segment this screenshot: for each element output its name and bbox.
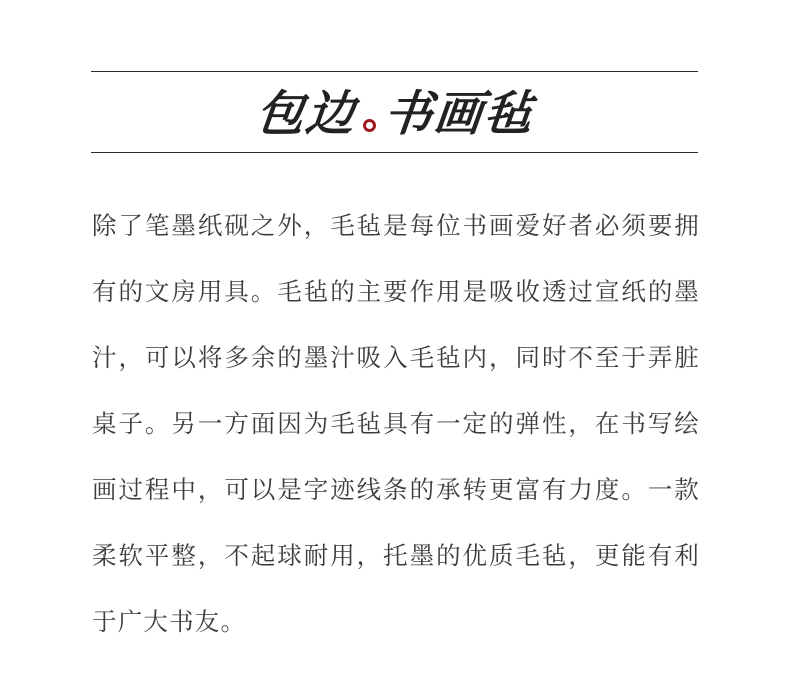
title-bottom-divider — [91, 152, 698, 153]
title-left-text: 包边 — [253, 86, 360, 142]
page-title — [0, 84, 790, 144]
title-right-text: 书画毡 — [380, 86, 537, 142]
description-paragraph: 除了笔墨纸砚之外，毛毡是每位书画爱好者必须要拥有的文房用具。毛毡的主要作用是吸收透过宣纸的墨汁，可以将多余的墨汁吸入毛毡内，同时不至于弄脏桌子。另一方面因为毛毡具有一定的弹性，在书写绘画过程中，可以是字迹线条的承转更富有力度。一款柔软平整，不起球耐用，托墨的优质毛毡，更能有利于广大书友。 — [92, 211, 700, 636]
red-circle-ornament-icon — [363, 119, 376, 132]
title-top-divider — [91, 71, 698, 72]
